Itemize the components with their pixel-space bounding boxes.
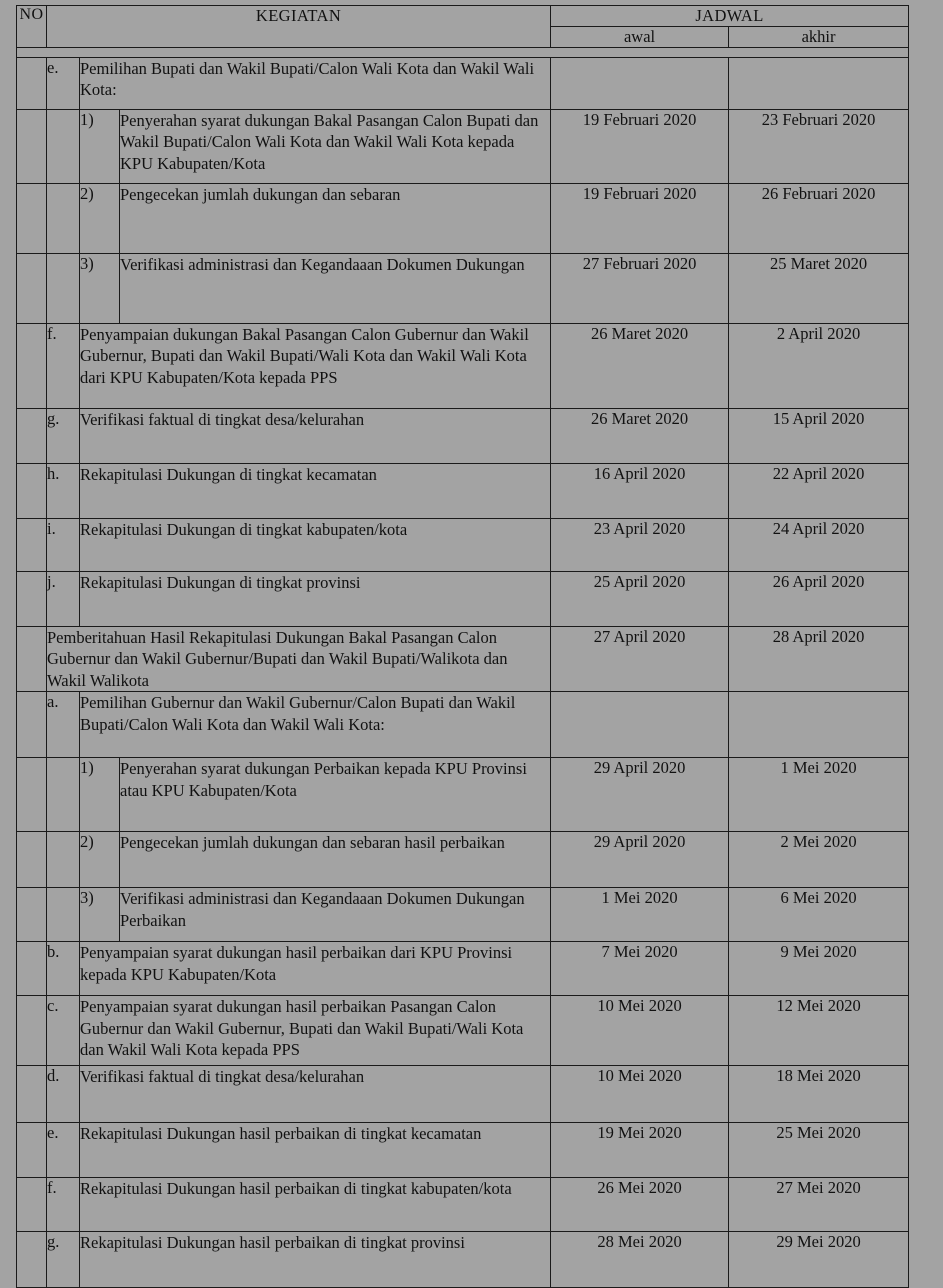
cell-number-marker: 3)	[80, 888, 120, 942]
cell-date-akhir: 28 April 2020	[729, 627, 909, 692]
cell-number-marker: 1)	[80, 758, 120, 832]
table-row	[17, 832, 909, 888]
table-row	[17, 1232, 909, 1288]
table-row	[17, 1123, 909, 1178]
cell-activity-text: Pemilihan Gubernur dan Wakil Gubernur/Calon Bupati dan Wakil Bupati/Calon Wali Kota dan Wakil Wali Kota:	[80, 692, 551, 758]
cell-date-akhir: 9 Mei 2020	[729, 942, 909, 996]
table-row	[17, 254, 909, 324]
column-header-no: NO	[17, 6, 47, 48]
cell-letter-marker: c.	[47, 996, 80, 1066]
cell-date-akhir: 29 Mei 2020	[729, 1232, 909, 1288]
table-body	[17, 48, 909, 1288]
cell-letter-marker: f.	[47, 1178, 80, 1232]
cell-activity-text: Pengecekan jumlah dukungan dan sebaran	[120, 184, 551, 254]
table-row	[17, 692, 909, 758]
cell-date-awal: 29 April 2020	[551, 832, 729, 888]
cell-activity-text: Verifikasi faktual di tingkat desa/kelurahan	[80, 409, 551, 464]
table-row	[17, 409, 909, 464]
cell-date-awal: 1 Mei 2020	[551, 888, 729, 942]
table-header	[17, 6, 909, 48]
cell-date-akhir: 2 Mei 2020	[729, 832, 909, 888]
table-row	[17, 464, 909, 519]
cell-date-awal: 26 Mei 2020	[551, 1178, 729, 1232]
cell-date-akhir	[729, 692, 909, 758]
cell-date-akhir: 25 Maret 2020	[729, 254, 909, 324]
cell-no	[17, 409, 47, 464]
table-row	[17, 572, 909, 627]
cell-date-akhir	[729, 58, 909, 110]
header-row-main	[17, 6, 909, 27]
cell-date-akhir: 6 Mei 2020	[729, 888, 909, 942]
cell-activity-text: Pemilihan Bupati dan Wakil Bupati/Calon Wali Kota dan Wakil Wali Kota:	[80, 58, 551, 110]
column-header-kegiatan: KEGIATAN	[47, 6, 551, 48]
cell-date-akhir: 25 Mei 2020	[729, 1123, 909, 1178]
cell-date-akhir: 26 April 2020	[729, 572, 909, 627]
cell-no	[17, 184, 47, 254]
cell-activity-text: Penyampaian dukungan Bakal Pasangan Calon Gubernur dan Wakil Gubernur, Bupati dan Wakil Bupati/Wali Kota dan Wakil Wali Kota dari KPU Kabupaten/Kota kepada PPS	[80, 324, 551, 409]
table-row	[17, 996, 909, 1066]
cell-letter-marker: i.	[47, 519, 80, 572]
cell-activity-text: Rekapitulasi Dukungan di tingkat kabupaten/kota	[80, 519, 551, 572]
cell-date-akhir: 26 Februari 2020	[729, 184, 909, 254]
cell-letter-marker: f.	[47, 324, 80, 409]
header-spacer-cell	[17, 48, 909, 58]
cell-date-akhir: 1 Mei 2020	[729, 758, 909, 832]
cell-date-awal: 27 Februari 2020	[551, 254, 729, 324]
cell-date-awal: 27 April 2020	[551, 627, 729, 692]
cell-letter	[47, 184, 80, 254]
cell-date-awal: 19 Februari 2020	[551, 110, 729, 184]
cell-activity-text: Rekapitulasi Dukungan di tingkat kecamatan	[80, 464, 551, 519]
cell-activity-text: Verifikasi administrasi dan Kegandaaan Dokumen Dukungan Perbaikan	[120, 888, 551, 942]
table-row	[17, 184, 909, 254]
cell-letter	[47, 254, 80, 324]
cell-no	[17, 942, 47, 996]
cell-date-akhir: 15 April 2020	[729, 409, 909, 464]
cell-date-awal: 10 Mei 2020	[551, 1066, 729, 1123]
cell-date-awal: 16 April 2020	[551, 464, 729, 519]
cell-number-marker: 3)	[80, 254, 120, 324]
table-row	[17, 58, 909, 110]
table-row	[17, 1066, 909, 1123]
header-spacer-row	[17, 48, 909, 58]
cell-no	[17, 110, 47, 184]
cell-letter-marker: j.	[47, 572, 80, 627]
cell-activity-text: Verifikasi faktual di tingkat desa/kelurahan	[80, 1066, 551, 1123]
cell-activity-text: Penyerahan syarat dukungan Perbaikan kepada KPU Provinsi atau KPU Kabupaten/Kota	[120, 758, 551, 832]
table-row	[17, 1178, 909, 1232]
cell-letter	[47, 832, 80, 888]
cell-letter-marker: e.	[47, 1123, 80, 1178]
cell-letter-marker: h.	[47, 464, 80, 519]
cell-date-awal: 19 Mei 2020	[551, 1123, 729, 1178]
cell-no	[17, 324, 47, 409]
cell-letter-marker: g.	[47, 1232, 80, 1288]
cell-letter-marker: e.	[47, 58, 80, 110]
cell-letter-marker: d.	[47, 1066, 80, 1123]
cell-date-awal	[551, 58, 729, 110]
cell-date-awal: 7 Mei 2020	[551, 942, 729, 996]
cell-no	[17, 254, 47, 324]
cell-letter	[47, 758, 80, 832]
cell-date-awal	[551, 692, 729, 758]
cell-no	[17, 1232, 47, 1288]
cell-date-akhir: 12 Mei 2020	[729, 996, 909, 1066]
cell-date-awal: 26 Maret 2020	[551, 324, 729, 409]
cell-date-awal: 23 April 2020	[551, 519, 729, 572]
cell-number-marker: 2)	[80, 832, 120, 888]
cell-activity-text: Pengecekan jumlah dukungan dan sebaran hasil perbaikan	[120, 832, 551, 888]
cell-date-awal: 28 Mei 2020	[551, 1232, 729, 1288]
cell-no	[17, 1123, 47, 1178]
cell-activity-text: Rekapitulasi Dukungan hasil perbaikan di tingkat provinsi	[80, 1232, 551, 1288]
cell-letter	[47, 110, 80, 184]
cell-activity-text: Penyerahan syarat dukungan Bakal Pasangan Calon Bupati dan Wakil Bupati/Calon Wali Kota dan Wakil Wali Kota kepada KPU Kabupaten/Kota	[120, 110, 551, 184]
cell-activity-text: Rekapitulasi Dukungan di tingkat provinsi	[80, 572, 551, 627]
cell-date-awal: 25 April 2020	[551, 572, 729, 627]
table-row	[17, 942, 909, 996]
table-row	[17, 888, 909, 942]
cell-number-marker: 2)	[80, 184, 120, 254]
cell-no	[17, 58, 47, 110]
cell-activity-text: Rekapitulasi Dukungan hasil perbaikan di tingkat kabupaten/kota	[80, 1178, 551, 1232]
cell-date-akhir: 18 Mei 2020	[729, 1066, 909, 1123]
table-row	[17, 758, 909, 832]
election-schedule-table	[16, 5, 909, 1288]
cell-no	[17, 519, 47, 572]
cell-no	[17, 888, 47, 942]
cell-activity-text: Rekapitulasi Dukungan hasil perbaikan di tingkat kecamatan	[80, 1123, 551, 1178]
cell-no	[17, 464, 47, 519]
cell-date-akhir: 2 April 2020	[729, 324, 909, 409]
cell-activity-text: Penyampaian syarat dukungan hasil perbaikan Pasangan Calon Gubernur dan Wakil Gubernur, Bupati dan Wakil Bupati/Wali Kota dan Wakil Wali Kota kepada PPS	[80, 996, 551, 1066]
cell-date-akhir: 24 April 2020	[729, 519, 909, 572]
table-row	[17, 519, 909, 572]
table-row	[17, 110, 909, 184]
cell-letter-marker: a.	[47, 692, 80, 758]
cell-letter-marker: b.	[47, 942, 80, 996]
cell-date-awal: 19 Februari 2020	[551, 184, 729, 254]
cell-number-marker: 1)	[80, 110, 120, 184]
cell-date-akhir: 22 April 2020	[729, 464, 909, 519]
table-row	[17, 627, 909, 692]
cell-activity-text: Penyampaian syarat dukungan hasil perbaikan dari KPU Provinsi kepada KPU Kabupaten/Kota	[80, 942, 551, 996]
cell-no	[17, 1178, 47, 1232]
cell-no	[17, 832, 47, 888]
cell-date-akhir: 27 Mei 2020	[729, 1178, 909, 1232]
cell-no	[17, 1066, 47, 1123]
column-header-akhir: akhir	[729, 27, 909, 48]
cell-no	[17, 572, 47, 627]
cell-no	[17, 692, 47, 758]
cell-no	[17, 627, 47, 692]
cell-date-awal: 29 April 2020	[551, 758, 729, 832]
table-row	[17, 324, 909, 409]
column-header-awal: awal	[551, 27, 729, 48]
cell-letter-marker: g.	[47, 409, 80, 464]
column-header-jadwal: JADWAL	[551, 6, 909, 27]
cell-date-awal: 10 Mei 2020	[551, 996, 729, 1066]
cell-date-awal: 26 Maret 2020	[551, 409, 729, 464]
cell-activity-text: Verifikasi administrasi dan Kegandaaan Dokumen Dukungan	[120, 254, 551, 324]
cell-date-akhir: 23 Februari 2020	[729, 110, 909, 184]
cell-no	[17, 996, 47, 1066]
cell-letter	[47, 888, 80, 942]
cell-no	[17, 758, 47, 832]
cell-section-text: Pemberitahuan Hasil Rekapitulasi Dukungan Bakal Pasangan Calon Gubernur dan Wakil Gubernur/Bupati dan Wakil Bupati/Walikota dan Wakil Walikota	[47, 627, 551, 692]
